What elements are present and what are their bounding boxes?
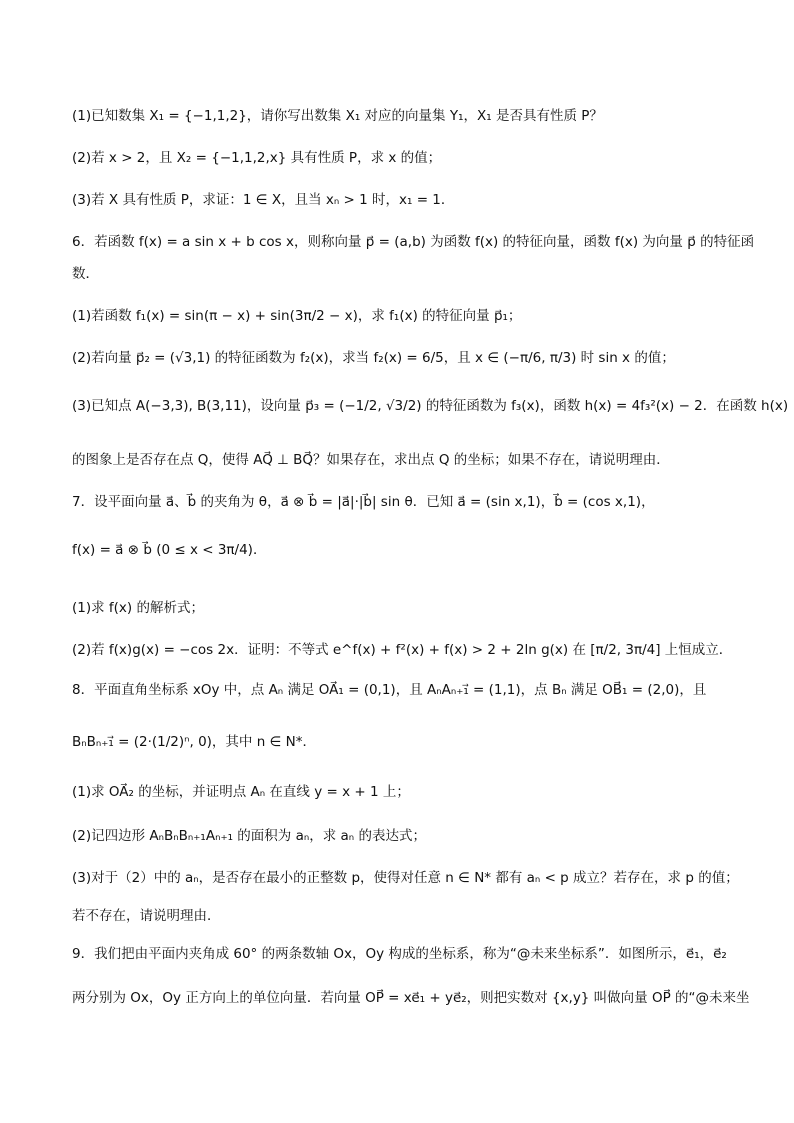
problem-6-part-2: (2)若向量 p⃗₂ = (√3,1) 的特征函数为 f₂(x)，求当 f₂(x) = 6/5，且 x ∈ (−π/6, π/3) 时 sin x 的值；: [72, 350, 675, 366]
problem-5-part-3: (3)若 X 具有性质 P，求证：1 ∈ X，且当 xₙ > 1 时，x₁ = 1．: [72, 192, 455, 208]
problem-7-stem-line-2: f(x) = a⃗ ⊗ b⃗ (0 ≤ x < 3π/4)．: [72, 542, 267, 558]
problem-9-stem-line-1: 9．我们把由平面内夹角成 60° 的两条数轴 Ox，Oy 构成的坐标系，称为“@未来坐标系”．如图所示，e⃗₁，e⃗₂: [72, 946, 727, 962]
problem-6-part-1: (1)若函数 f₁(x) = sin(π − x) + sin(3π/2 − x)，求 f₁(x) 的特征向量 p⃗₁；: [72, 308, 522, 324]
problem-5-part-1: (1)已知数集 X₁ = {−1,1,2}，请你写出数集 X₁ 对应的向量集 Y₁，X₁ 是否具有性质 P？: [72, 108, 603, 124]
problem-7-part-1: (1)求 f(x) 的解析式；: [72, 600, 204, 616]
problem-7-stem-line-1: 7．设平面向量 a⃗、b⃗ 的夹角为 θ，a⃗ ⊗ b⃗ = |a⃗|·|b⃗| sin θ．已知 a⃗ = (sin x,1)，b⃗ = (cos x,1)，: [72, 494, 655, 510]
problem-9-stem-line-2: 两分别为 Ox，Oy 正方向上的单位向量．若向量 OP⃗ = xe⃗₁ + ye⃗₂，则把实数对 {x,y} 叫做向量 OP⃗ 的“@未来坐: [72, 990, 750, 1006]
problem-8-stem-line-2: BₙBₙ₊₁⃗ = (2·(1/2)ⁿ, 0)，其中 n ∈ N*．: [72, 734, 316, 750]
problem-6-stem-line-1: 6．若函数 f(x) = a sin x + b cos x，则称向量 p⃗ = (a,b) 为函数 f(x) 的特征向量，函数 f(x) 为向量 p⃗ 的特征函: [72, 234, 755, 250]
problem-6-stem-line-2: 数．: [72, 266, 99, 282]
problem-7-part-2: (2)若 f(x)g(x) = −cos 2x．证明：不等式 e^f(x) + f²(x) + f(x) > 2 + 2ln g(x) 在 [π/2, 3π/4] 上恒成立．: [72, 642, 733, 658]
problem-6-part-3-line-2: 的图象上是否存在点 Q，使得 AQ⃗ ⊥ BQ⃗？如果存在，求出点 Q 的坐标；如果不存在，请说明理由．: [72, 452, 670, 468]
problem-8-part-3-line-2: 若不存在，请说明理由．: [72, 908, 221, 924]
problem-8-part-2: (2)记四边形 AₙBₙBₙ₊₁Aₙ₊₁ 的面积为 aₙ，求 aₙ 的表达式；: [72, 828, 426, 844]
problem-8-part-1: (1)求 OA⃗₂ 的坐标，并证明点 Aₙ 在直线 y = x + 1 上；: [72, 784, 410, 800]
problem-8-stem-line-1: 8．平面直角坐标系 xOy 中，点 Aₙ 满足 OA⃗₁ = (0,1)，且 AₙAₙ₊₁⃗ = (1,1)，点 Bₙ 满足 OB⃗₁ = (2,0)，且: [72, 682, 707, 698]
problem-8-part-3-line-1: (3)对于（2）中的 aₙ，是否存在最小的正整数 p，使得对任意 n ∈ N* 都有 aₙ < p 成立？若存在，求 p 的值；: [72, 870, 739, 886]
problem-6-part-3-line-1: (3)已知点 A(−3,3), B(3,11)，设向量 p⃗₃ = (−1/2, √3/2) 的特征函数为 f₃(x)，函数 h(x) = 4f₃²(x) − 2．在函数 h(x): [72, 398, 789, 414]
problem-5-part-2: (2)若 x > 2，且 X₂ = {−1,1,2,x} 具有性质 P，求 x 的值；: [72, 150, 442, 166]
